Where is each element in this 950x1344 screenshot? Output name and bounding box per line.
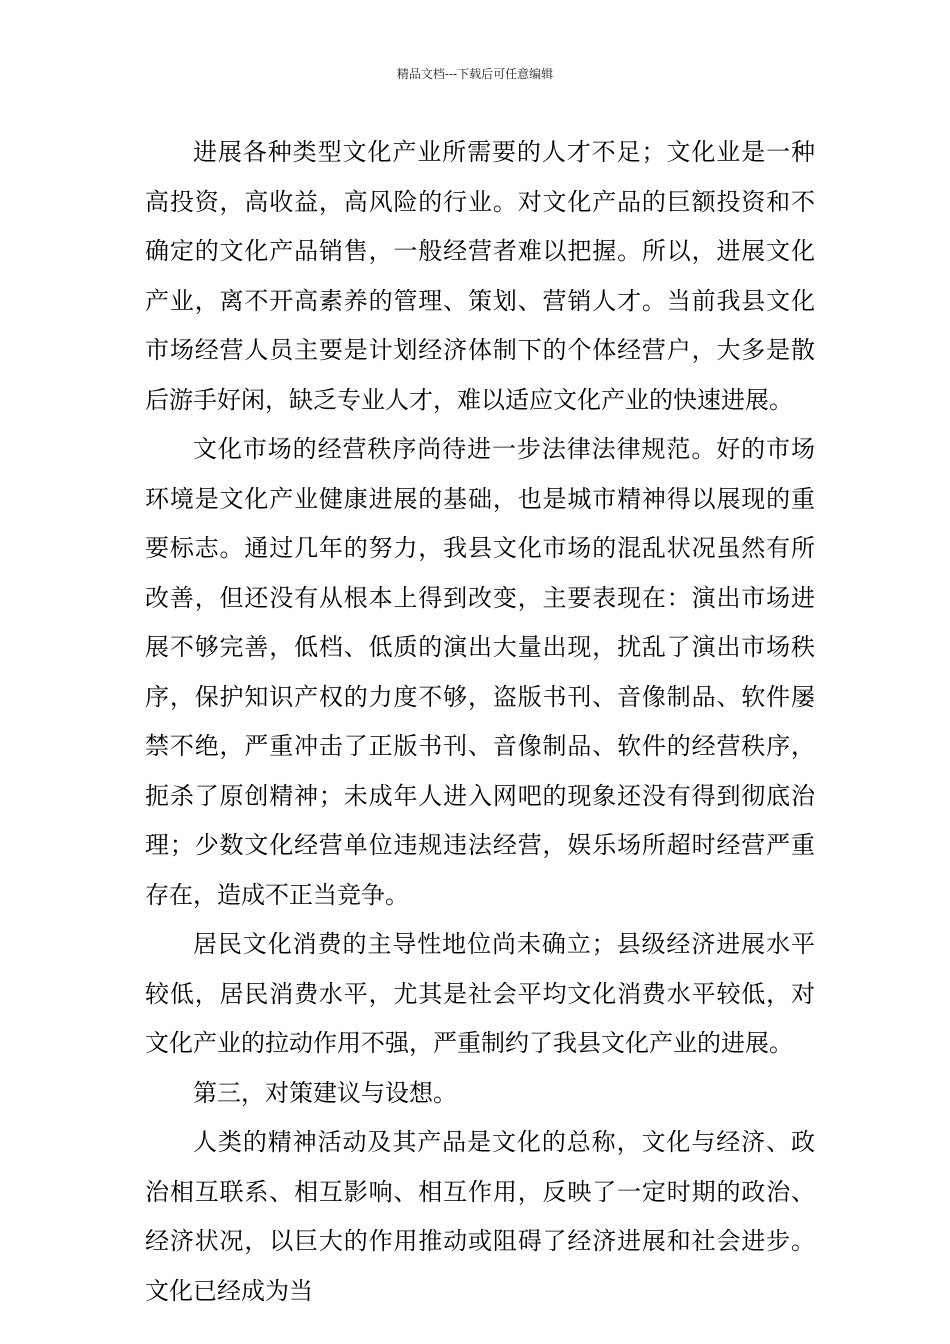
paragraph-market-order: 文化市场的经营秩序尚待进一步法律法律规范。好的市场环境是文化产业健康进展的基础，也是城市精神得以展现的重要标志。通过几年的努力，我县文化市场的混乱状况虽然有所改善，但还没有从根本上得到改变，主要表现在：演出市场进展不够完善，低档、低质的演出大量出现，扰乱了演出市场秩序，保护知识产权的力度不够，盗版书刊、音像制品、软件屡禁不绝，严重冲击了正版书刊、音像制品、软件的经营秩序，扼杀了原创精神；未成年人进入网吧的现象还没有得到彻底治理；少数文化经营单位违规违法经营，娱乐场所超时经营严重存在，造成不正当竞争。 (145, 435, 815, 909)
paragraph-culture-definition: 人类的精神活动及其产品是文化的总称，文化与经济、政治相互联系、相互影响、相互作用，反映了一定时期的政治、经济状况，以巨大的作用推动或阻碍了经济进展和社会进步。文化已经成为当 (145, 1128, 815, 1305)
document-body (145, 128, 815, 1316)
page-header: 精品文档---下载后可任意编辑 (396, 67, 554, 81)
section-heading-countermeasures: 第三，对策建议与设想。 (193, 1078, 457, 1107)
paragraph-talent-shortage: 进展各种类型文化产业所需要的人才不足；文化业是一种高投资，高收益，高风险的行业。对文化产品的巨额投资和不确定的文化产品销售，一般经营者难以把握。所以，进展文化产业，离不开高素养的管理、策划、营销人才。当前我县文化市场经营人员主要是计划经济体制下的个体经营户，大多是散后游手好闲，缺乏专业人才，难以适应文化产业的快速进展。 (145, 138, 815, 414)
paragraph-consumption: 居民文化消费的主导性地位尚未确立；县级经济进展水平较低，居民消费水平，尤其是社会平均文化消费水平较低，对文化产业的拉动作用不强，严重制约了我县文化产业的进展。 (145, 930, 815, 1057)
